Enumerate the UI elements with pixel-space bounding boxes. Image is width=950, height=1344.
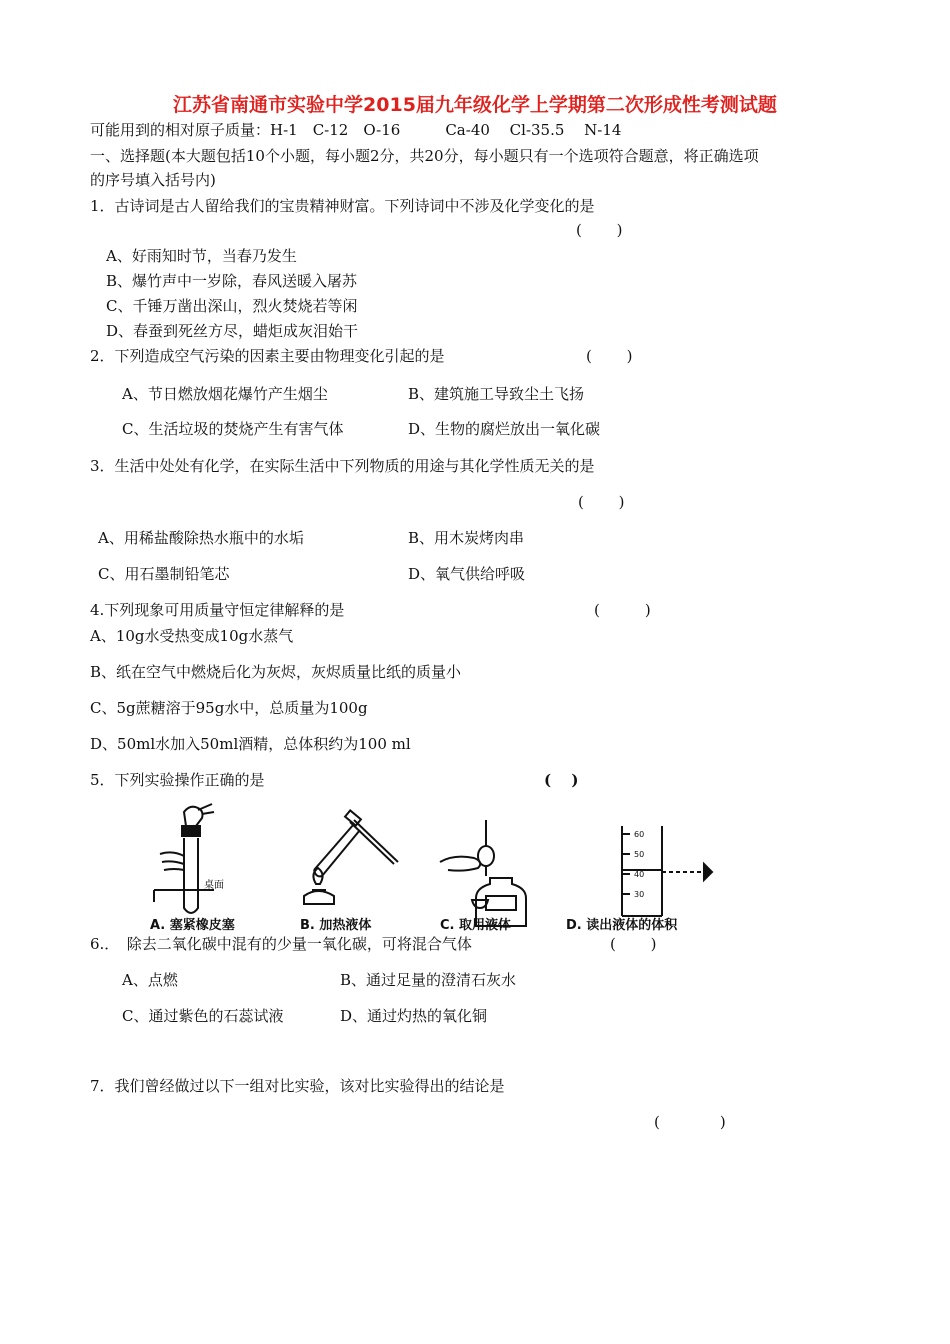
question-4-answer-blank: ( ) bbox=[594, 601, 651, 619]
question-2-stem: 2．下列造成空气污染的因素主要由物理变化引起的是 bbox=[90, 347, 445, 365]
question-2-option-b: B、建筑施工导致尘土飞扬 bbox=[408, 385, 585, 403]
figure-c-dropper bbox=[432, 800, 562, 935]
figure-b-caption: B. 加热液体 bbox=[300, 918, 372, 933]
section-instructions-line1: 一、选择题(本大题包括10个小题，每小题2分，共20分，每小题只有一个选项符合题意，将正确选项 bbox=[90, 147, 759, 165]
question-1-option-a: A、好雨知时节，当春乃发生 bbox=[106, 247, 297, 265]
atomic-mass-line: 可能用到的相对原子质量：H-1 C-12 O-16 Ca-40 Cl-35.5 N-14 bbox=[90, 121, 622, 139]
question-5-answer-blank: ( ) bbox=[544, 771, 579, 789]
question-3-option-a: A、用稀盐酸除热水瓶中的水垢 bbox=[98, 529, 304, 547]
question-1-option-d: D、春蚕到死丝方尽，蜡炬成灰泪始干 bbox=[106, 322, 359, 340]
question-6-option-b: B、通过足量的澄清石灰水 bbox=[340, 971, 517, 989]
question-4-option-c: C、5g蔗糖溶于95g水中，总质量为100g bbox=[90, 699, 368, 717]
question-4-option-a: A、10g水受热变成10g水蒸气 bbox=[90, 627, 294, 645]
question-1-stem: 1．古诗词是古人留给我们的宝贵精神财富。下列诗词中不涉及化学变化的是 bbox=[90, 197, 595, 215]
question-5-stem: 5．下列实验操作正确的是 bbox=[90, 771, 265, 789]
question-6-answer-blank: ( ) bbox=[610, 935, 657, 953]
question-4-option-d: D、50ml水加入50ml酒精，总体积约为100 ml bbox=[90, 735, 411, 753]
cylinder-tick-50: 50 bbox=[634, 850, 645, 859]
question-2-option-c: C、生活垃圾的焚烧产生有害气体 bbox=[122, 420, 344, 438]
question-3-option-b: B、用木炭烤肉串 bbox=[408, 529, 525, 547]
exam-title: 江苏省南通市实验中学2015届九年级化学上学期第二次形成性考测试题 bbox=[173, 94, 777, 116]
question-3-answer-blank: ( ) bbox=[578, 493, 625, 511]
question-6-option-a: A、点燃 bbox=[122, 971, 178, 989]
question-1-answer-blank: ( ) bbox=[576, 221, 623, 239]
question-7-stem: 7．我们曾经做过以下一组对比实验，该对比实验得出的结论是 bbox=[90, 1077, 505, 1095]
section-instructions-line2: 的序号填入括号内) bbox=[90, 171, 216, 189]
figure-a-stopper bbox=[146, 800, 266, 935]
figure-c-caption: C. 取用液体 bbox=[440, 918, 512, 933]
question-6-option-d: D、通过灼热的氧化铜 bbox=[340, 1007, 488, 1025]
question-4-option-b: B、纸在空气中燃烧后化为灰烬，灰烬质量比纸的质量小 bbox=[90, 663, 462, 681]
question-6-stem: 6.． 除去二氧化碳中混有的少量一氧化碳，可将混合气体 bbox=[90, 935, 472, 953]
figure-d-cylinder bbox=[566, 800, 726, 935]
cylinder-tick-60: 60 bbox=[634, 830, 645, 839]
figure-a-label: 桌面 bbox=[204, 880, 224, 891]
question-1-option-b: B、爆竹声中一岁除，春风送暖入屠苏 bbox=[106, 272, 358, 290]
question-2-option-a: A、节日燃放烟花爆竹产生烟尘 bbox=[122, 385, 328, 403]
question-2-option-d: D、生物的腐烂放出一氧化碳 bbox=[408, 420, 601, 438]
question-2-answer-blank: ( ) bbox=[586, 347, 633, 365]
question-7-answer-blank: ( ) bbox=[654, 1113, 726, 1131]
question-6-option-c: C、通过紫色的石蕊试液 bbox=[122, 1007, 284, 1025]
question-3-option-c: C、用石墨制铅笔芯 bbox=[98, 565, 230, 583]
figure-b-heating bbox=[294, 800, 414, 935]
cylinder-tick-30: 30 bbox=[634, 890, 645, 899]
question-4-stem: 4.下列现象可用质量守恒定律解释的是 bbox=[90, 601, 345, 619]
question-3-stem: 3．生活中处处有化学，在实际生活中下列物质的用途与其化学性质无关的是 bbox=[90, 457, 595, 475]
figure-a-caption: A. 塞紧橡皮塞 bbox=[150, 918, 235, 933]
question-3-option-d: D、氧气供给呼吸 bbox=[408, 565, 526, 583]
question-1-option-c: C、千锤万凿出深山，烈火焚烧若等闲 bbox=[106, 297, 358, 315]
cylinder-tick-40: 40 bbox=[634, 870, 645, 879]
figure-d-caption: D. 读出液体的体积 bbox=[566, 918, 678, 933]
